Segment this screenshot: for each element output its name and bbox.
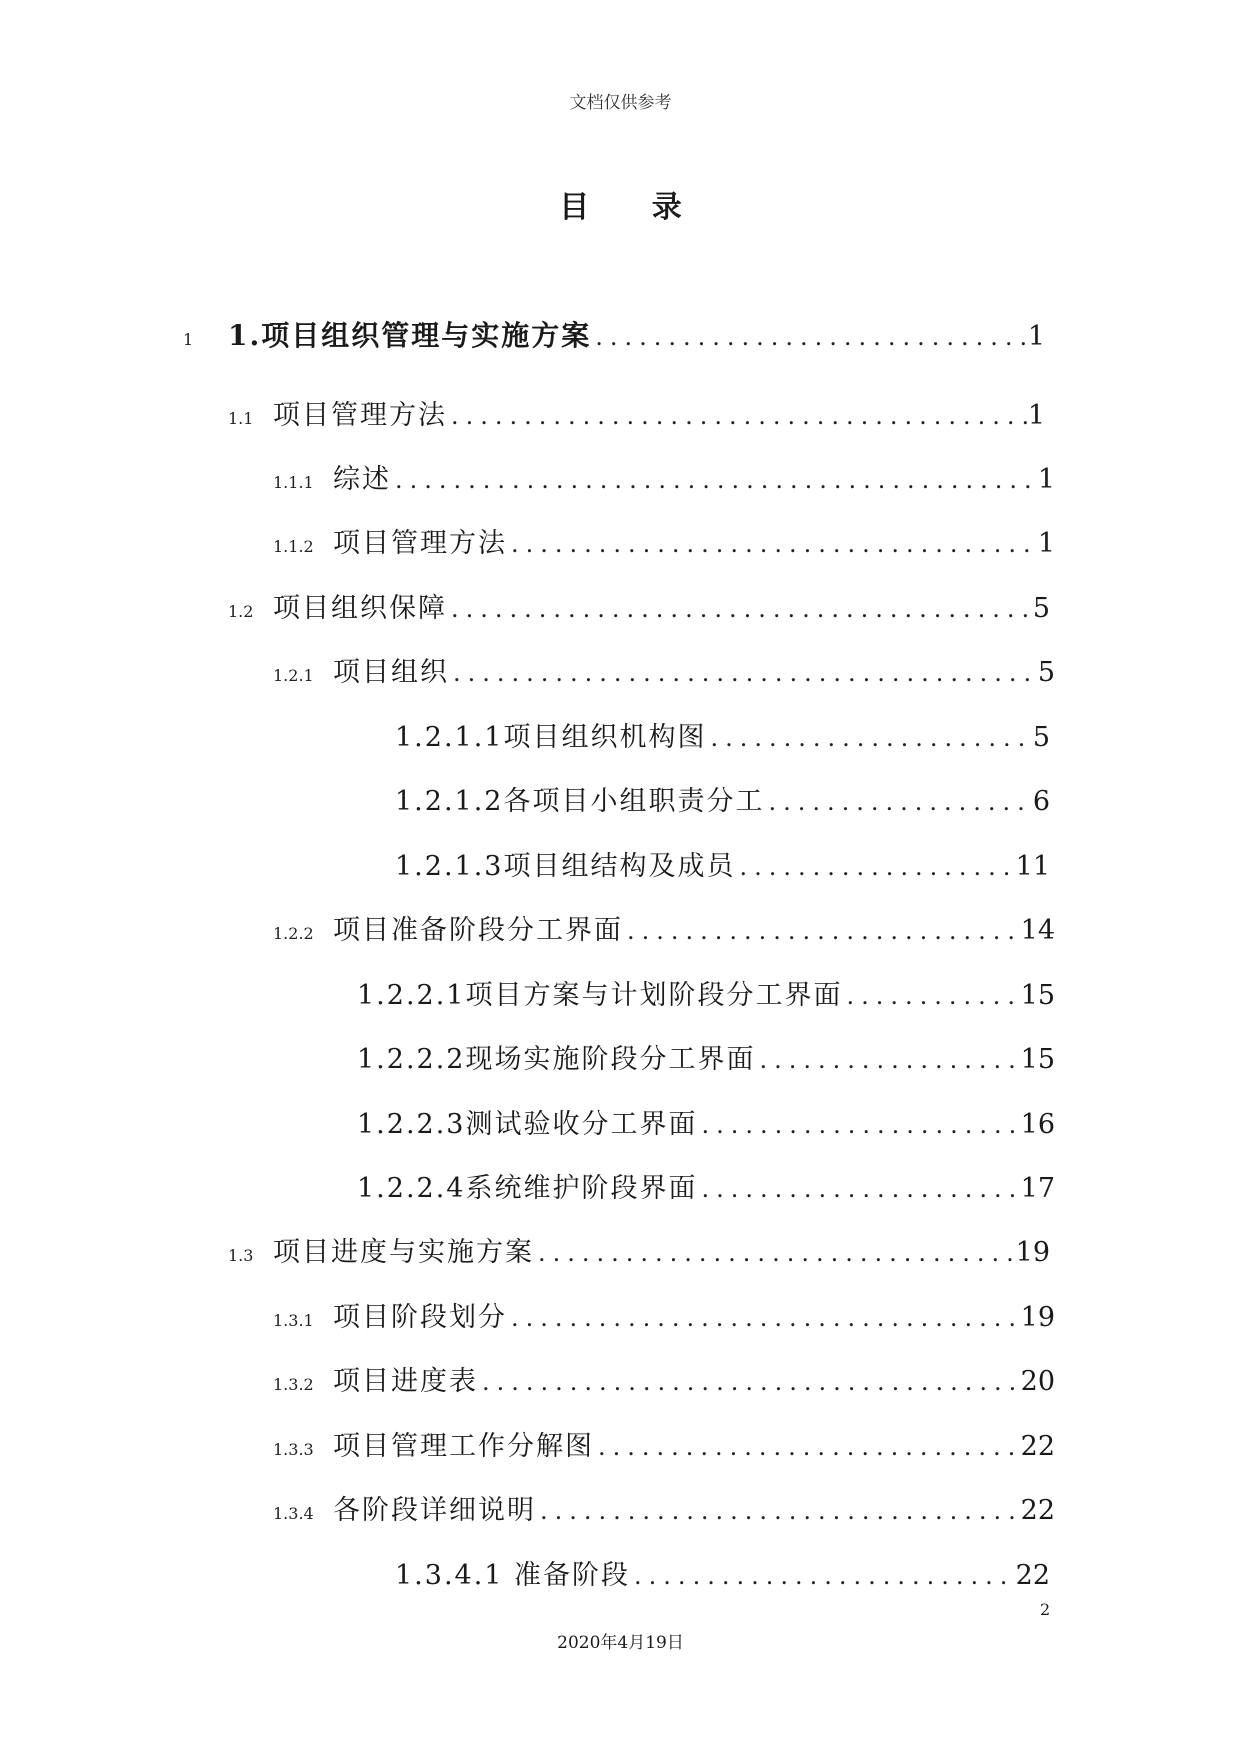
toc-dot-leader <box>701 1175 1020 1203</box>
toc-entry-page: 11 <box>1015 851 1050 882</box>
toc-dot-leader <box>511 530 1038 558</box>
toc-entry-page: 22 <box>1015 1560 1050 1591</box>
toc-entry-page: 15 <box>1020 1044 1055 1075</box>
toc-entry-number: 1.1.1 <box>273 473 314 492</box>
toc-entry-title: 1.2.2.1项目方案与计划阶段分工界面 <box>357 980 843 1011</box>
toc-dot-leader <box>538 1239 1016 1267</box>
toc-entry-number: 1.2 <box>228 602 254 621</box>
page-number: 2 <box>1040 1600 1051 1619</box>
toc-entry-number: 1.3.2 <box>273 1375 314 1394</box>
toc-dot-leader <box>627 917 1021 945</box>
toc-entry[interactable] <box>273 1295 1055 1335</box>
toc-dot-leader <box>634 1562 1016 1590</box>
toc-dot-leader <box>595 323 1028 351</box>
toc-dot-leader <box>846 982 1020 1010</box>
toc-entry-page: 1 <box>1037 528 1055 559</box>
toc-dot-leader <box>395 466 1038 494</box>
toc-entry-page: 1 <box>1027 400 1045 431</box>
toc-entry[interactable] <box>228 1230 1050 1270</box>
toc-entry[interactable] <box>273 650 1055 690</box>
toc-entry-number: 1.1 <box>228 409 254 428</box>
toc-entry-title: 各阶段详细说明 <box>333 1495 536 1526</box>
toc-entry-page: 6 <box>1032 786 1050 817</box>
toc-entry[interactable] <box>273 457 1055 497</box>
toc-entry[interactable] <box>273 521 1055 561</box>
toc-entry[interactable] <box>273 1488 1055 1528</box>
header-note: 文档仅供参考 <box>569 93 672 113</box>
toc-entry[interactable] <box>357 1037 1055 1077</box>
toc-entry-page: 20 <box>1020 1366 1055 1397</box>
toc-entry[interactable] <box>357 1166 1055 1206</box>
toc-entry-title: 项目准备阶段分工界面 <box>333 915 623 946</box>
toc-entry-number: 1.3.1 <box>273 1311 314 1330</box>
toc-entry-page: 14 <box>1020 915 1055 946</box>
toc-entry-page: 15 <box>1020 980 1055 1011</box>
toc-entry-page: 1 <box>1037 464 1055 495</box>
toc-entry-title: 1.项目组织管理与实施方案 <box>228 319 592 352</box>
toc-entry-title: 1.3.4.1 准备阶段 <box>395 1560 631 1591</box>
toc-dot-leader <box>701 1111 1020 1139</box>
toc-entry[interactable] <box>357 1102 1055 1142</box>
toc-dot-leader <box>540 1497 1021 1525</box>
footer-date: 2020年4月19日 <box>557 1633 684 1653</box>
toc-entry-page: 19 <box>1015 1237 1050 1268</box>
toc-entry-number: 1.3 <box>228 1246 254 1265</box>
toc-entry[interactable] <box>395 1553 1050 1593</box>
toc-dot-leader <box>451 402 1028 430</box>
toc-entry-number: 1.1.2 <box>273 537 314 556</box>
toc-entry-number: 1.2.2 <box>273 924 314 943</box>
toc-entry-title: 项目管理工作分解图 <box>333 1431 594 1462</box>
toc-entry-title: 综述 <box>333 464 391 495</box>
toc-entry-page: 5 <box>1037 657 1055 688</box>
toc-entry-title: 1.2.2.4系统维护阶段界面 <box>357 1173 698 1204</box>
toc-entry-page: 22 <box>1020 1431 1055 1462</box>
toc-entry[interactable] <box>395 779 1050 819</box>
toc-entry-number: 1 <box>183 330 194 349</box>
toc-entry[interactable] <box>228 586 1050 626</box>
toc-entry-page: 19 <box>1020 1302 1055 1333</box>
toc-entry[interactable] <box>395 715 1050 755</box>
toc-entry-title: 项目组织保障 <box>273 593 447 624</box>
toc-dot-leader <box>451 595 1033 623</box>
toc-dot-leader <box>482 1368 1021 1396</box>
page-title: 目 录 <box>559 190 708 225</box>
toc-entry-page: 22 <box>1020 1495 1055 1526</box>
toc-entry-title: 项目管理方法 <box>273 400 447 431</box>
toc-dot-leader <box>768 788 1032 816</box>
toc-entry-title: 1.2.1.3项目组结构及成员 <box>395 851 736 882</box>
toc-entry[interactable] <box>273 1359 1055 1399</box>
toc-entry-number: 1.2.1 <box>273 666 314 685</box>
toc-entry-page: 16 <box>1020 1109 1055 1140</box>
toc-entry-title: 项目阶段划分 <box>333 1302 507 1333</box>
toc-entry[interactable] <box>183 314 1045 354</box>
toc-entry-title: 项目进度表 <box>333 1366 478 1397</box>
toc-entry-title: 1.2.2.2现场实施阶段分工界面 <box>357 1044 756 1075</box>
toc-entry-title: 1.2.2.3测试验收分工界面 <box>357 1109 698 1140</box>
toc-dot-leader <box>739 853 1015 881</box>
toc-dot-leader <box>710 724 1032 752</box>
toc-entry-title: 1.2.1.2各项目小组职责分工 <box>395 786 765 817</box>
toc-entry[interactable] <box>395 844 1050 884</box>
toc-entry[interactable] <box>357 973 1055 1013</box>
toc-entry-number: 1.3.3 <box>273 1440 314 1459</box>
toc-entry[interactable] <box>273 1424 1055 1464</box>
toc-dot-leader <box>511 1304 1021 1332</box>
toc-entry[interactable] <box>228 393 1045 433</box>
toc-entry-page: 1 <box>1027 321 1045 352</box>
toc-entry-page: 17 <box>1020 1173 1055 1204</box>
toc-entry-page: 5 <box>1032 593 1050 624</box>
toc-dot-leader <box>598 1433 1021 1461</box>
toc-dot-leader <box>453 659 1038 687</box>
toc-entry-title: 项目进度与实施方案 <box>273 1237 534 1268</box>
toc-entry[interactable] <box>273 908 1055 948</box>
toc-entry-page: 5 <box>1032 722 1050 753</box>
toc-entry-number: 1.3.4 <box>273 1504 314 1523</box>
toc-entry-title: 1.2.1.1项目组织机构图 <box>395 722 707 753</box>
toc-dot-leader <box>759 1046 1020 1074</box>
toc-entry-title: 项目管理方法 <box>333 528 507 559</box>
toc-entry-title: 项目组织 <box>333 657 449 688</box>
